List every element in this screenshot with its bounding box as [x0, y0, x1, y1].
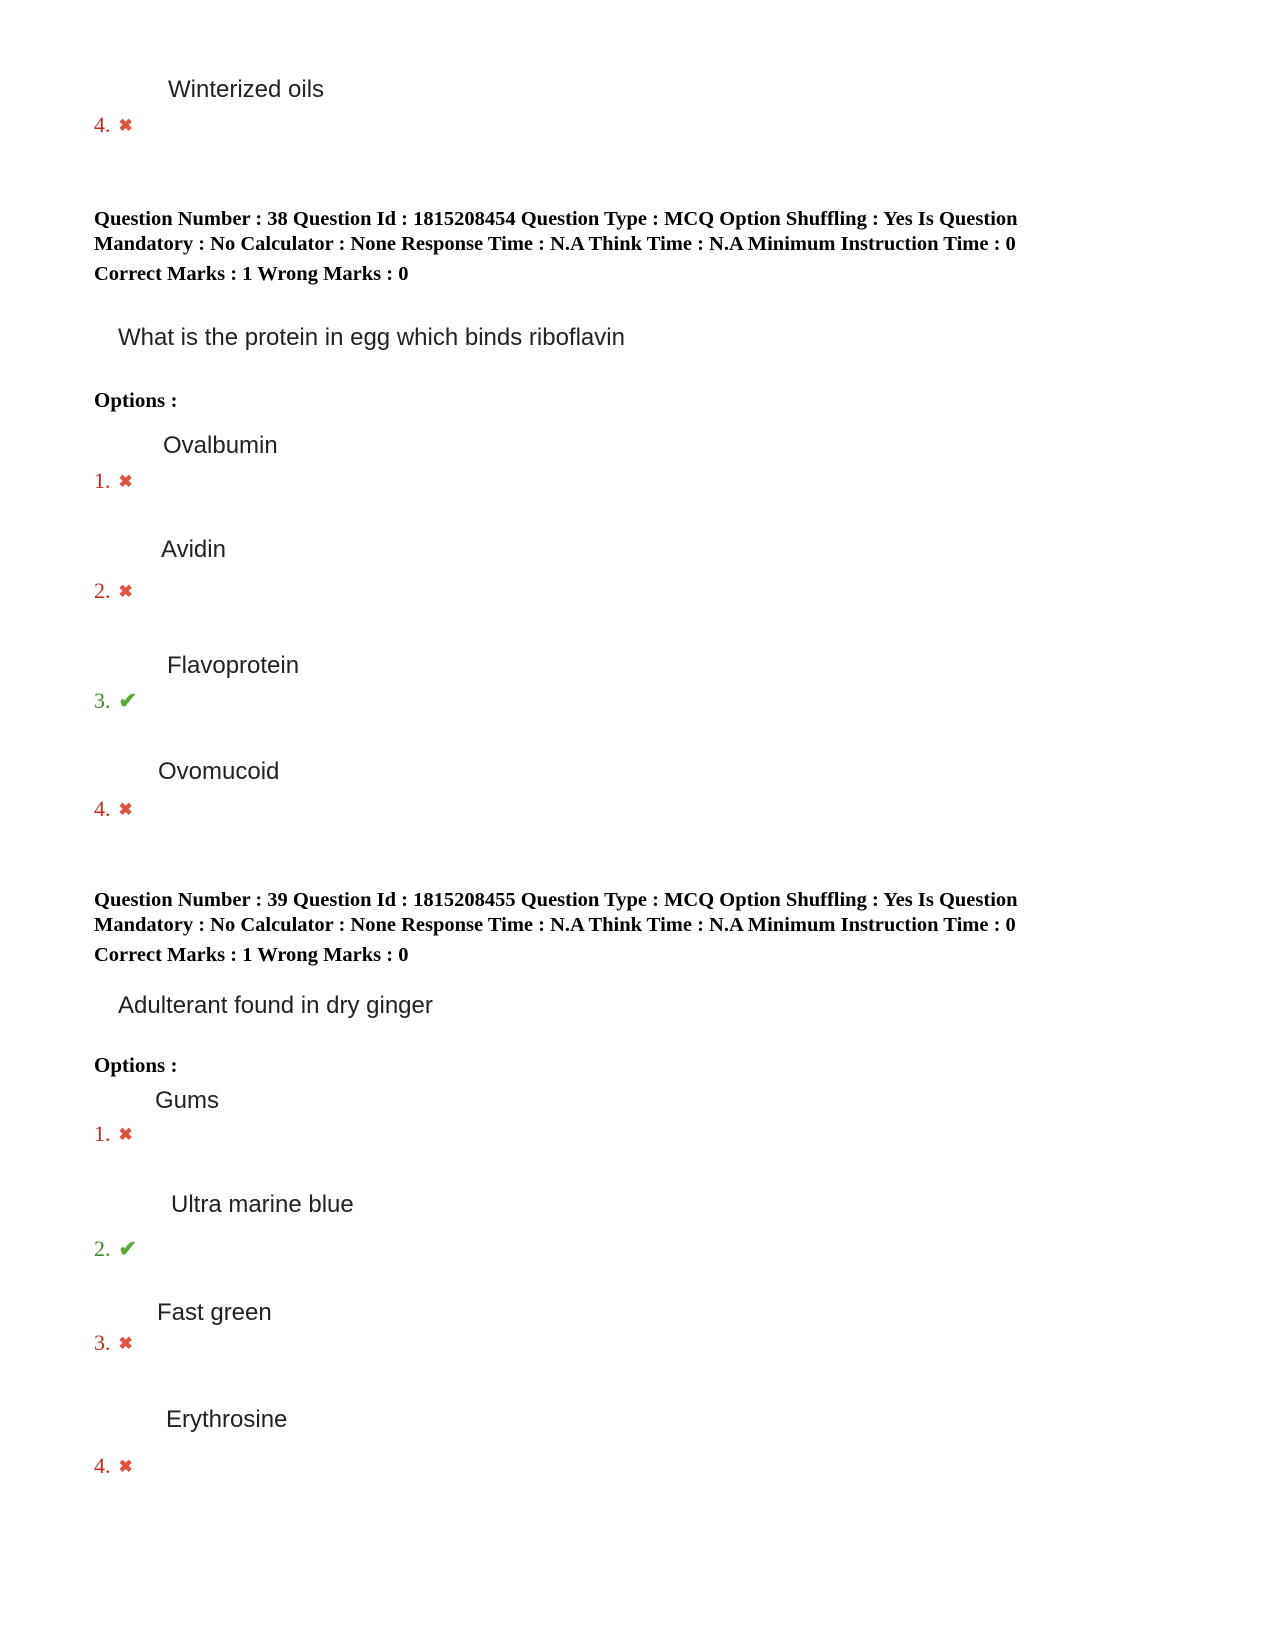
check-icon: ✔	[118, 688, 137, 713]
cross-icon: ✖	[118, 471, 133, 491]
option-number-label: 4.	[94, 112, 111, 137]
cross-icon: ✖	[118, 1333, 133, 1353]
question-meta	[94, 888, 1194, 968]
option-text: Winterized oils	[168, 76, 325, 103]
marks-line: Correct Marks : 1 Wrong Marks : 0	[94, 944, 409, 966]
check-icon: ✔	[118, 1236, 137, 1261]
option-number-label: 1.	[94, 468, 111, 493]
option-text: Ultra marine blue	[171, 1191, 354, 1218]
option-number-label: 4.	[94, 796, 111, 821]
option-number-label: 2.	[94, 1236, 111, 1261]
option-text: Gums	[155, 1087, 220, 1114]
question-text: What is the protein in egg which binds riboflavin	[118, 324, 625, 351]
option-number	[94, 468, 133, 494]
option-text: Ovomucoid	[158, 758, 280, 785]
cross-icon: ✖	[118, 581, 133, 601]
cross-icon: ✖	[118, 115, 133, 135]
marks-line: Correct Marks : 1 Wrong Marks : 0	[94, 263, 409, 285]
option-number-label: 3.	[94, 1330, 111, 1355]
option-number-label: 3.	[94, 688, 111, 713]
cross-icon: ✖	[118, 1124, 133, 1144]
question-meta-line: Question Number : 38 Question Id : 1815208454 Question Type : MCQ Option Shuffling : Yes Is Question	[94, 208, 1018, 230]
option-text: Erythrosine	[166, 1406, 288, 1433]
option-text: Avidin	[161, 536, 226, 563]
option-number-label: 2.	[94, 578, 111, 603]
option-number	[94, 688, 137, 714]
option-number	[94, 1453, 133, 1479]
question-text: Adulterant found in dry ginger	[118, 992, 433, 1019]
option-text: Ovalbumin	[163, 432, 278, 459]
question-meta-line: Question Number : 39 Question Id : 1815208455 Question Type : MCQ Option Shuffling : Yes Is Question	[94, 889, 1018, 911]
options-label: Options :	[94, 1053, 178, 1077]
option-number	[94, 1330, 133, 1356]
option-text: Fast green	[157, 1299, 272, 1326]
question-meta	[94, 207, 1194, 287]
option-number	[94, 796, 133, 822]
question-meta-line: Mandatory : No Calculator : None Response Time : N.A Think Time : N.A Minimum Instruction Time : 0	[94, 914, 1016, 936]
option-number-label: 4.	[94, 1453, 111, 1478]
option-number	[94, 1121, 133, 1147]
options-label: Options :	[94, 388, 178, 412]
option-number-label: 1.	[94, 1121, 111, 1146]
option-text: Flavoprotein	[167, 652, 300, 679]
option-number	[94, 578, 133, 604]
option-number	[94, 1236, 137, 1262]
cross-icon: ✖	[118, 1456, 133, 1476]
question-meta-line: Mandatory : No Calculator : None Response Time : N.A Think Time : N.A Minimum Instruction Time : 0	[94, 233, 1016, 255]
cross-icon: ✖	[118, 799, 133, 819]
option-number	[94, 112, 133, 138]
